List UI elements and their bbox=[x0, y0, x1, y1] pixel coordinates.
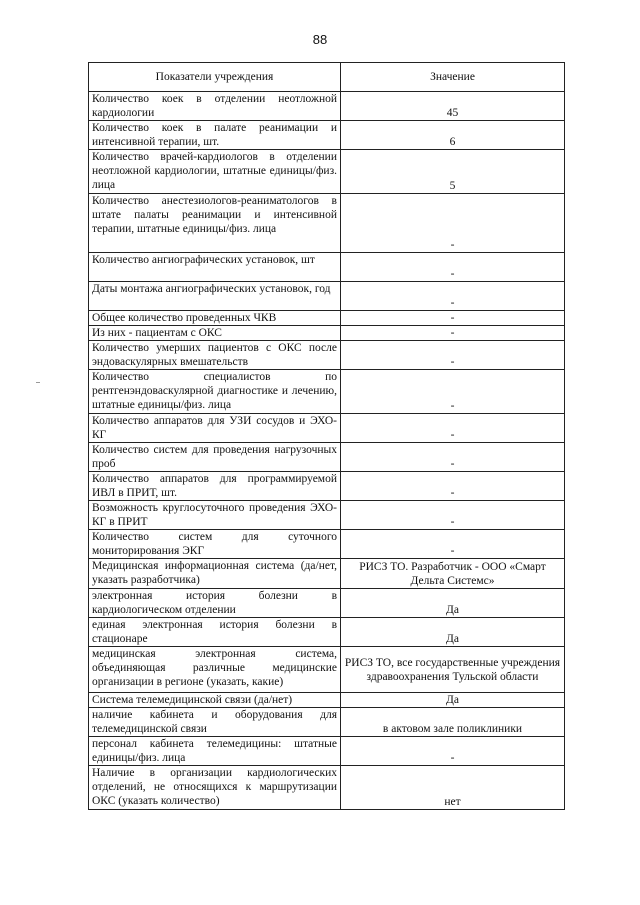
row-label: наличие кабинета и оборудования для телемедицинской связи bbox=[89, 708, 341, 737]
table-row bbox=[89, 618, 565, 647]
row-value: - bbox=[341, 326, 565, 341]
row-label: персонал кабинета телемедицины: штатные единицы/физ. лица bbox=[89, 737, 341, 766]
table-row bbox=[89, 92, 565, 121]
row-label: Количество специалистов по рентгенэндоваскулярной диагностике и лечению, штатные единицы/физ. лица bbox=[89, 370, 341, 414]
table-row bbox=[89, 766, 565, 810]
table-row bbox=[89, 443, 565, 472]
row-label: Из них - пациентам с ОКС bbox=[89, 326, 341, 341]
row-value: - bbox=[341, 194, 565, 253]
row-value: - bbox=[341, 472, 565, 501]
indicators-table bbox=[88, 62, 565, 810]
table-row bbox=[89, 414, 565, 443]
table-header-row bbox=[89, 63, 565, 92]
row-label: Количество умерших пациентов с ОКС после эндоваскулярных вмешательств bbox=[89, 341, 341, 370]
row-value: в актовом зале поликлиники bbox=[341, 708, 565, 737]
row-label: единая электронная история болезни в стационаре bbox=[89, 618, 341, 647]
row-label: Общее количество проведенных ЧКВ bbox=[89, 311, 341, 326]
table-row bbox=[89, 589, 565, 618]
table-row bbox=[89, 311, 565, 326]
row-value: - bbox=[341, 311, 565, 326]
row-value: - bbox=[341, 737, 565, 766]
table-row bbox=[89, 530, 565, 559]
row-label: медицинская электронная система, объединяющая различные медицинские организации в регионе (указать, какие) bbox=[89, 647, 341, 693]
row-value: РИСЗ ТО. Разработчик - ООО «Смарт Дельта Системс» bbox=[341, 559, 565, 589]
row-label: Количество ангиографических установок, шт bbox=[89, 253, 341, 282]
table-row bbox=[89, 253, 565, 282]
table-row bbox=[89, 708, 565, 737]
page-number: 88 bbox=[312, 32, 328, 47]
row-label: Количество аппаратов для программируемой ИВЛ в ПРИТ, шт. bbox=[89, 472, 341, 501]
row-value: нет bbox=[341, 766, 565, 810]
row-label: Система телемедицинской связи (да/нет) bbox=[89, 693, 341, 708]
margin-mark bbox=[36, 382, 40, 383]
row-label: Медицинская информационная система (да/нет, указать разработчика) bbox=[89, 559, 341, 589]
table-row bbox=[89, 194, 565, 253]
table-row bbox=[89, 501, 565, 530]
table-row bbox=[89, 370, 565, 414]
table-row bbox=[89, 326, 565, 341]
table-row bbox=[89, 472, 565, 501]
row-label: Количество анестезиологов-реаниматологов в штате палаты реанимации и интенсивной терапии, штатные единицы/физ. лица bbox=[89, 194, 341, 253]
row-label: электронная история болезни в кардиологическом отделении bbox=[89, 589, 341, 618]
row-value: 45 bbox=[341, 92, 565, 121]
table-row bbox=[89, 150, 565, 194]
row-value: - bbox=[341, 341, 565, 370]
row-value: 5 bbox=[341, 150, 565, 194]
row-label: Количество коек в отделении неотложной кардиологии bbox=[89, 92, 341, 121]
table-row bbox=[89, 559, 565, 589]
row-label: Количество систем для суточного мониторирования ЭКГ bbox=[89, 530, 341, 559]
table-row bbox=[89, 693, 565, 708]
row-value: РИСЗ ТО, все государственные учреждения здравоохранения Тульской области bbox=[341, 647, 565, 693]
table-row bbox=[89, 647, 565, 693]
row-label: Количество врачей-кардиологов в отделении неотложной кардиологии, штатные единицы/физ. лица bbox=[89, 150, 341, 194]
row-label: Возможность круглосуточного проведения ЭХО-КГ в ПРИТ bbox=[89, 501, 341, 530]
row-label: Даты монтажа ангиографических установок, год bbox=[89, 282, 341, 311]
table-row bbox=[89, 341, 565, 370]
row-value: - bbox=[341, 414, 565, 443]
row-label: Количество аппаратов для УЗИ сосудов и ЭХО-КГ bbox=[89, 414, 341, 443]
row-value: - bbox=[341, 530, 565, 559]
header-value: Значение bbox=[341, 63, 565, 92]
row-label: Количество коек в палате реанимации и интенсивной терапии, шт. bbox=[89, 121, 341, 150]
row-value: Да bbox=[341, 693, 565, 708]
row-value: Да bbox=[341, 618, 565, 647]
row-value: - bbox=[341, 282, 565, 311]
table-row bbox=[89, 282, 565, 311]
table-row bbox=[89, 121, 565, 150]
row-value: 6 bbox=[341, 121, 565, 150]
header-indicator: Показатели учреждения bbox=[89, 63, 341, 92]
row-value: - bbox=[341, 370, 565, 414]
table-row bbox=[89, 737, 565, 766]
row-value: - bbox=[341, 501, 565, 530]
row-label: Наличие в организации кардиологических отделений, не относящихся к маршрутизации ОКС (указать количество) bbox=[89, 766, 341, 810]
row-value: Да bbox=[341, 589, 565, 618]
row-value: - bbox=[341, 443, 565, 472]
row-value: - bbox=[341, 253, 565, 282]
row-label: Количество систем для проведения нагрузочных проб bbox=[89, 443, 341, 472]
